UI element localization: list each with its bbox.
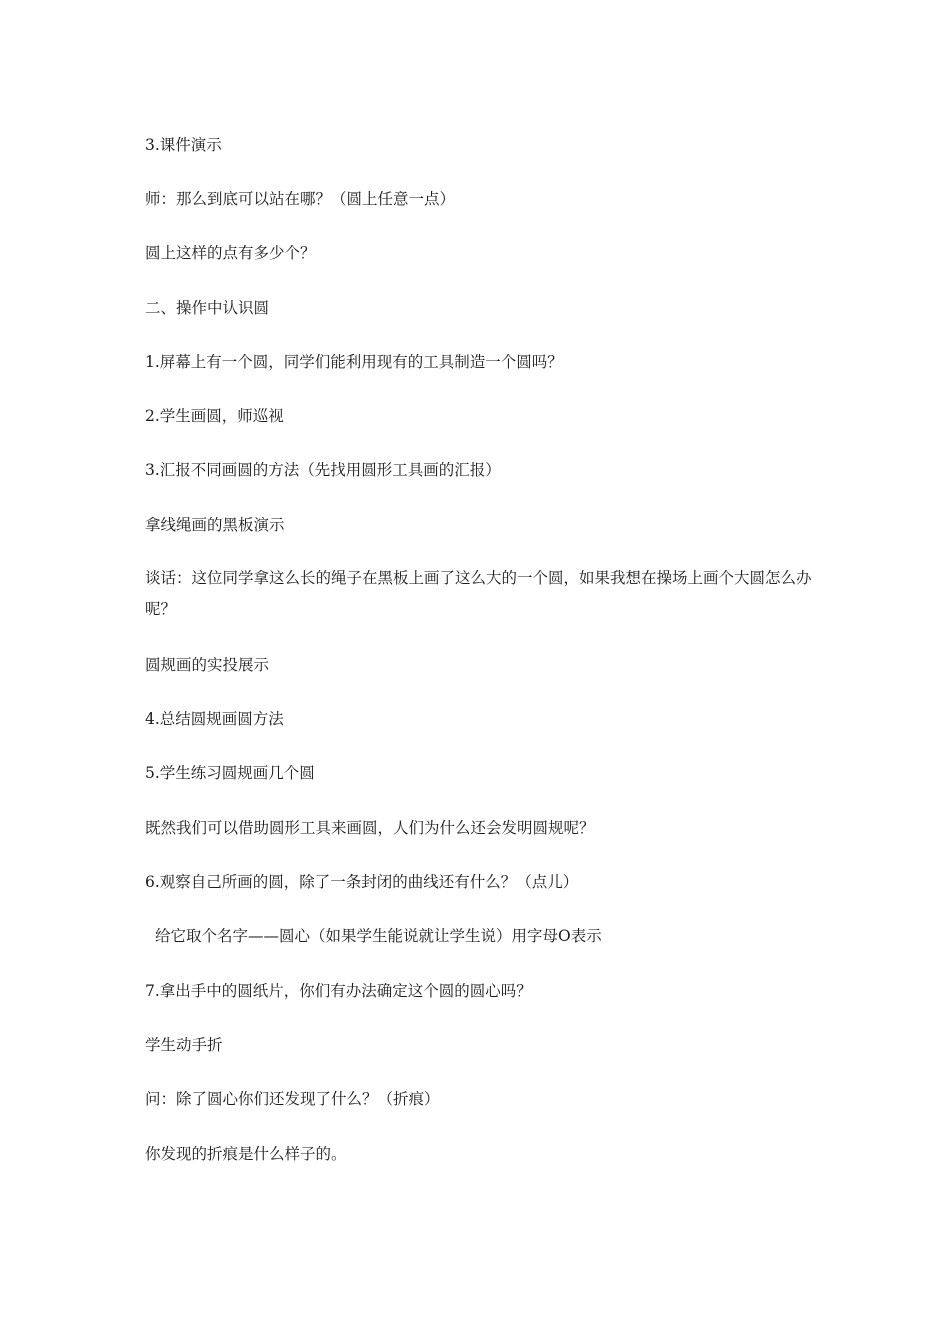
paragraph-fold: 学生动手折	[145, 1036, 223, 1054]
paragraph-step-1: 1.屏幕上有一个圆，同学们能利用现有的工具制造一个圆吗？	[145, 353, 563, 371]
paragraph-points-count: 圆上这样的点有多少个？	[145, 244, 316, 262]
paragraph-why-compass: 既然我们可以借助圆形工具来画圆，人们为什么还会发明圆规呢？	[145, 819, 595, 837]
paragraph-step-2: 2.学生画圆，师巡视	[145, 407, 284, 425]
paragraph-crease-question: 问：除了圆心你们还发现了什么？（折痕）	[145, 1090, 440, 1108]
paragraph-step-5: 5.学生练习圆规画几个圆	[145, 764, 315, 782]
paragraph-center-name: 给它取个名字——圆心（如果学生能说就让学生说）用字母O表示	[155, 927, 602, 945]
paragraph-rope-demo: 拿线绳画的黑板演示	[145, 516, 285, 534]
paragraph-teacher-question: 师：那么到底可以站在哪？（圆上任意一点）	[145, 190, 456, 208]
paragraph-talk: 谈话：这位同学拿这么长的绳子在黑板上画了这么大的一个圆，如果我想在操场上画个大圆怎么办呢？	[145, 569, 812, 618]
section-heading-operation: 二、操作中认识圆	[145, 299, 270, 317]
paragraph-crease-shape: 你发现的折痕是什么样子的。	[145, 1145, 347, 1163]
paragraph-courseware-demo: 3.课件演示	[145, 136, 222, 154]
paragraph-step-7: 7.拿出手中的圆纸片，你们有办法确定这个圆的圆心吗？	[145, 982, 532, 1000]
paragraph-step-4: 4.总结圆规画圆方法	[145, 710, 284, 728]
paragraph-step-6: 6.观察自己所画的圆，除了一条封闭的曲线还有什么？（点儿）	[145, 873, 579, 891]
paragraph-compass-demo: 圆规画的实投展示	[145, 656, 270, 674]
paragraph-step-3: 3.汇报不同画圆的方法（先找用圆形工具画的汇报）	[145, 461, 501, 479]
